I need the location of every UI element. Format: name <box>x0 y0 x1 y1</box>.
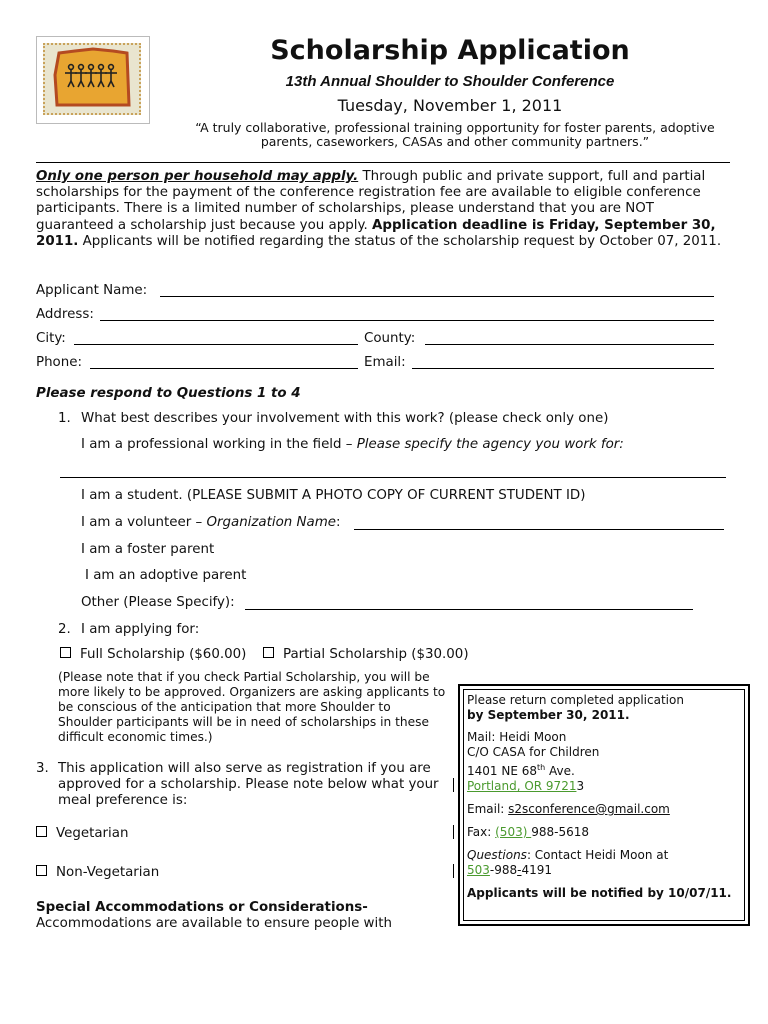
phone-label: Phone: <box>36 355 82 370</box>
fax-area-link[interactable]: (503) <box>495 825 532 839</box>
deadline-text: Application deadline is Friday, September 30, 2011. <box>36 217 716 249</box>
notify-text: Applicants will be notified by 10/07/11. <box>467 886 732 900</box>
county-field[interactable] <box>425 344 714 345</box>
q3-number: 3. <box>36 761 49 776</box>
organization-name-field[interactable] <box>354 529 724 530</box>
non-vegetarian-option[interactable]: Non-Vegetarian <box>36 865 159 880</box>
phone-field[interactable] <box>90 368 358 369</box>
questions-line: Questions: Contact Heidi Moon at <box>467 848 669 862</box>
q1-number: 1. <box>58 411 71 426</box>
vegetarian-checkbox[interactable] <box>36 826 47 837</box>
option-volunteer[interactable]: I am a volunteer – Organization Name: <box>81 515 341 530</box>
q1-text: What best describes your involvement with this work? (please check only one) <box>81 411 609 426</box>
email-link[interactable]: s2sconference@gmail.com <box>508 802 670 816</box>
q3-text: This application will also serve as registration if you are approved for a scholarship. Please note below what your meal preference is: <box>58 761 439 808</box>
partial-scholarship-checkbox[interactable] <box>263 647 274 658</box>
conference-logo <box>36 36 150 124</box>
city-field[interactable] <box>74 344 358 345</box>
special-accommodations-text: Accommodations are available to ensure people with <box>36 916 392 931</box>
county-label: County: <box>364 331 416 346</box>
conference-quote: “A truly collaborative, professional training opportunity for foster parents, adoptive parents, caseworkers, CASAs and other community partners.” <box>195 120 715 149</box>
intro-lead: Only one person per household may apply. <box>36 169 359 184</box>
phone-line: 503-988-4191 <box>467 863 553 877</box>
partial-note: (Please note that if you check Partial Scholarship, you will be more likely to be approved. Organizers are asking applicants to be conscious of the anticipation that more Shoulder to Shoulder participants will be in need of scholarships in these difficult economic times.) <box>58 670 446 744</box>
return-deadline: by September 30, 2011. <box>467 708 630 722</box>
phone-area-link[interactable]: 503 <box>467 863 490 877</box>
email-label: Email: <box>364 355 406 370</box>
margin-bar <box>453 864 454 878</box>
oregon-people-icon <box>45 45 139 113</box>
questions-heading: Please respond to Questions 1 to 4 <box>36 386 301 401</box>
full-scholarship-option[interactable]: Full Scholarship ($60.00) <box>60 647 246 662</box>
non-vegetarian-checkbox[interactable] <box>36 865 47 876</box>
partial-scholarship-option[interactable]: Partial Scholarship ($30.00) <box>263 647 469 662</box>
applicant-name-field[interactable] <box>160 296 714 297</box>
applicant-name-label: Applicant Name: <box>36 283 148 298</box>
option-other[interactable]: Other (Please Specify): <box>81 595 235 610</box>
vegetarian-option[interactable]: Vegetarian <box>36 826 128 841</box>
mail-city: Portland, OR 97213 <box>467 779 585 793</box>
address-label: Address: <box>36 307 94 322</box>
full-scholarship-checkbox[interactable] <box>60 647 71 658</box>
q2-number: 2. <box>58 622 71 637</box>
mail-city-link[interactable]: Portland, OR 9721 <box>467 779 577 793</box>
intro-paragraph: Only one person per household may apply. Through public and private support, full and partial scholarships for the payment of the conference registration fee are available to eligible conference participants. There is a limited number of scholarships, please understand that you are NOT guaranteed a scholarship just because you apply. Application deadline is Friday, September 30, 2011. Applicants will be notified regarding the status of the scholarship request by October 07, 2011. <box>36 169 722 249</box>
mail-org: C/O CASA for Children <box>467 745 600 759</box>
header-divider <box>36 162 730 163</box>
option-student[interactable]: I am a student. (PLEASE SUBMIT A PHOTO COPY OF CURRENT STUDENT ID) <box>81 488 586 503</box>
mail-address: 1401 NE 68th Ave. <box>467 763 575 778</box>
conference-subtitle: 13th Annual Shoulder to Shoulder Conference <box>285 73 615 90</box>
option-adoptive-parent[interactable]: I am an adoptive parent <box>85 568 247 583</box>
return-line1: Please return completed application <box>467 693 684 707</box>
other-specify-field[interactable] <box>245 609 693 610</box>
city-label: City: <box>36 331 66 346</box>
margin-bar <box>453 825 454 839</box>
email-field[interactable] <box>412 368 714 369</box>
option-foster-parent[interactable]: I am a foster parent <box>81 542 215 557</box>
return-info-box <box>458 684 750 926</box>
option-professional[interactable]: I am a professional working in the field – Please specify the agency you work for: <box>81 437 624 452</box>
margin-bar <box>453 778 454 792</box>
conference-date: Tuesday, November 1, 2011 <box>337 96 563 115</box>
mail-label: Mail: Heidi Moon <box>467 730 567 744</box>
email-line: Email: s2sconference@gmail.com <box>467 802 670 816</box>
special-accommodations-heading: Special Accommodations or Considerations- <box>36 900 368 915</box>
q2-text: I am applying for: <box>81 622 200 637</box>
page-title: Scholarship Application <box>270 35 630 66</box>
address-field[interactable] <box>100 320 714 321</box>
fax-line: Fax: (503) 988-5618 <box>467 825 589 839</box>
agency-field[interactable] <box>60 477 726 478</box>
